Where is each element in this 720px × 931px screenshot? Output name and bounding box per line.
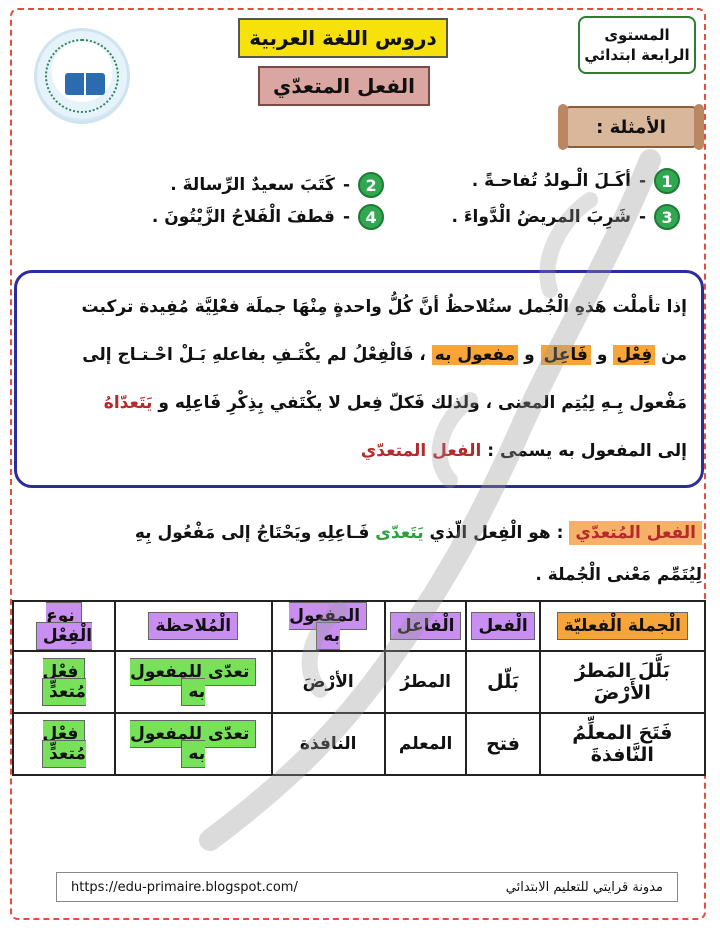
example-2: 2 - كَتَبَ سعيدٌ الرِّسالةَ . [170, 172, 384, 198]
verb-type-label: فِعْل مُتعدٍّ [42, 658, 86, 706]
table-cell: بَلَّلَ المَطرُ الأَرْضَ [540, 651, 705, 713]
example-text: قطفَ الْفَلاحُ الزَّيْتُونَ . [151, 207, 335, 227]
example-number: 3 [654, 204, 680, 230]
explanation-line-4 [31, 427, 687, 475]
definition [20, 512, 702, 596]
definition-term: الفعل المُتعدّي [569, 521, 702, 545]
example-3: 3 - شَرِبَ المريضُ الْدَّواءَ . [451, 204, 680, 230]
level-box [578, 16, 696, 74]
table-header-cell [466, 601, 539, 651]
table-header-cell [13, 601, 115, 651]
text-segment: و [596, 345, 608, 365]
subject-title: دروس اللغة العربية [238, 18, 448, 58]
table-cell: فَتَحَ المعلِّمُ النَّافذةَ [540, 713, 705, 775]
text-segment: : [556, 523, 564, 543]
highlight-fil: فِعْل [613, 345, 655, 365]
example-number: 1 [654, 168, 680, 194]
table-header-cell [385, 601, 467, 651]
definition-highlight: يَتَعدّى [375, 523, 424, 543]
explanation-line-3 [31, 379, 687, 427]
lesson-title: الفعل المتعدّي [258, 66, 430, 106]
header-label: الْجملة الْفعليّة [557, 612, 688, 640]
header-label: نوع الْفِعْل [36, 602, 92, 650]
note-label: تعدّى للمفعول به [130, 720, 256, 768]
table-cell: فتح [466, 713, 539, 775]
table-cell: المعلم [385, 713, 467, 775]
example-1: 1 - أكَـلَ الْـولدُ تُفاحـةً . [472, 168, 680, 194]
example-text: كَتَبَ سعيدٌ الرِّسالةَ . [170, 175, 335, 195]
table-cell: المطرُ [385, 651, 467, 713]
footer-url[interactable]: https://edu-primaire.blogspot.com/ [71, 879, 298, 895]
example-4: 4 - قطفَ الْفَلاحُ الزَّيْتُونَ . [152, 204, 384, 230]
text-segment: و [524, 345, 535, 365]
level-value: الرابعة ابتدائي [584, 46, 690, 64]
header-label: الْفعل [471, 612, 534, 640]
table-header-cell [115, 601, 272, 651]
verb-type-label: فِعْل مُتعدٍّ [42, 720, 86, 768]
example-text: شَرِبَ المريضُ الْدَّواءَ . [451, 207, 631, 227]
footer-blog-name: مدونة قرايتي للتعليم الابتدائي [505, 879, 663, 895]
table-row [13, 651, 705, 713]
examples-title: الأمثلة : [596, 116, 666, 138]
example-number: 4 [358, 204, 384, 230]
text-segment: من [661, 345, 687, 365]
text-segment: ، فَالْفِعْلُ لم يكْتَـفِ بفاعلهِ بَـلْ احْـتـاج إلى [82, 345, 426, 365]
table-cell: بَلّل [466, 651, 539, 713]
highlight-maf3ul: مفعول به [432, 345, 518, 365]
examples-title-scroll [564, 106, 698, 148]
header-label: الْمُلاحظة [148, 612, 238, 640]
highlight-fa3il: فَاعِل [541, 345, 591, 365]
table-cell [115, 651, 272, 713]
table-cell [115, 713, 272, 775]
definition-line-2: لِيُتَمِّم مَعْنى الْجُملة . [535, 565, 702, 585]
explanation-line-1: إذا تأملْت هَذهِ الْجُمل ستُلاحظُ أنَّ كُلُّ واحدةٍ مِنْهَا جملَة فعْلِيَّة مُفِيدة تركبت [81, 297, 687, 317]
header-label: المفعول به [289, 602, 367, 650]
note-label: تعدّى للمفعول به [130, 658, 256, 706]
example-text: أكَـلَ الْـولدُ تُفاحـةً . [471, 171, 631, 191]
example-number: 2 [358, 172, 384, 198]
book-icon [65, 73, 105, 95]
table-cell: الأرْضَ [272, 651, 385, 713]
table-cell: النافذة [272, 713, 385, 775]
definition-line-1 [20, 512, 702, 554]
table-header-cell [272, 601, 385, 651]
highlight-term: الفعل المتعدّي [360, 441, 482, 461]
header-label: الْفاعل [390, 612, 462, 640]
table-header-row [13, 601, 705, 651]
table-row [13, 713, 705, 775]
text-segment: هو الْفِعل الّذي [429, 523, 551, 543]
highlight-yata3adda: يَتَعدّاهُ [103, 393, 153, 413]
school-logo [34, 28, 130, 124]
level-label: المستوى [604, 26, 670, 44]
table-header-cell [540, 601, 705, 651]
explanation-box [14, 270, 704, 488]
text-segment: إلى المفعول به يسمى : [487, 441, 687, 461]
footer [56, 872, 678, 902]
text-segment: فَـاعِلِهِ ويَحْتَاجُ إلى مَفْعُول بِهِ [134, 523, 370, 543]
analysis-table [12, 600, 706, 776]
explanation-line-2 [31, 331, 687, 379]
table-cell [13, 713, 115, 775]
text-segment: مَفْعول بِـهِ لِيُتِم المعنى ، ولذلك فَكلّ فِعل لا يكْتَفي بِذِكْرِ فَاعِلِه و [158, 393, 687, 413]
table-cell [13, 651, 115, 713]
